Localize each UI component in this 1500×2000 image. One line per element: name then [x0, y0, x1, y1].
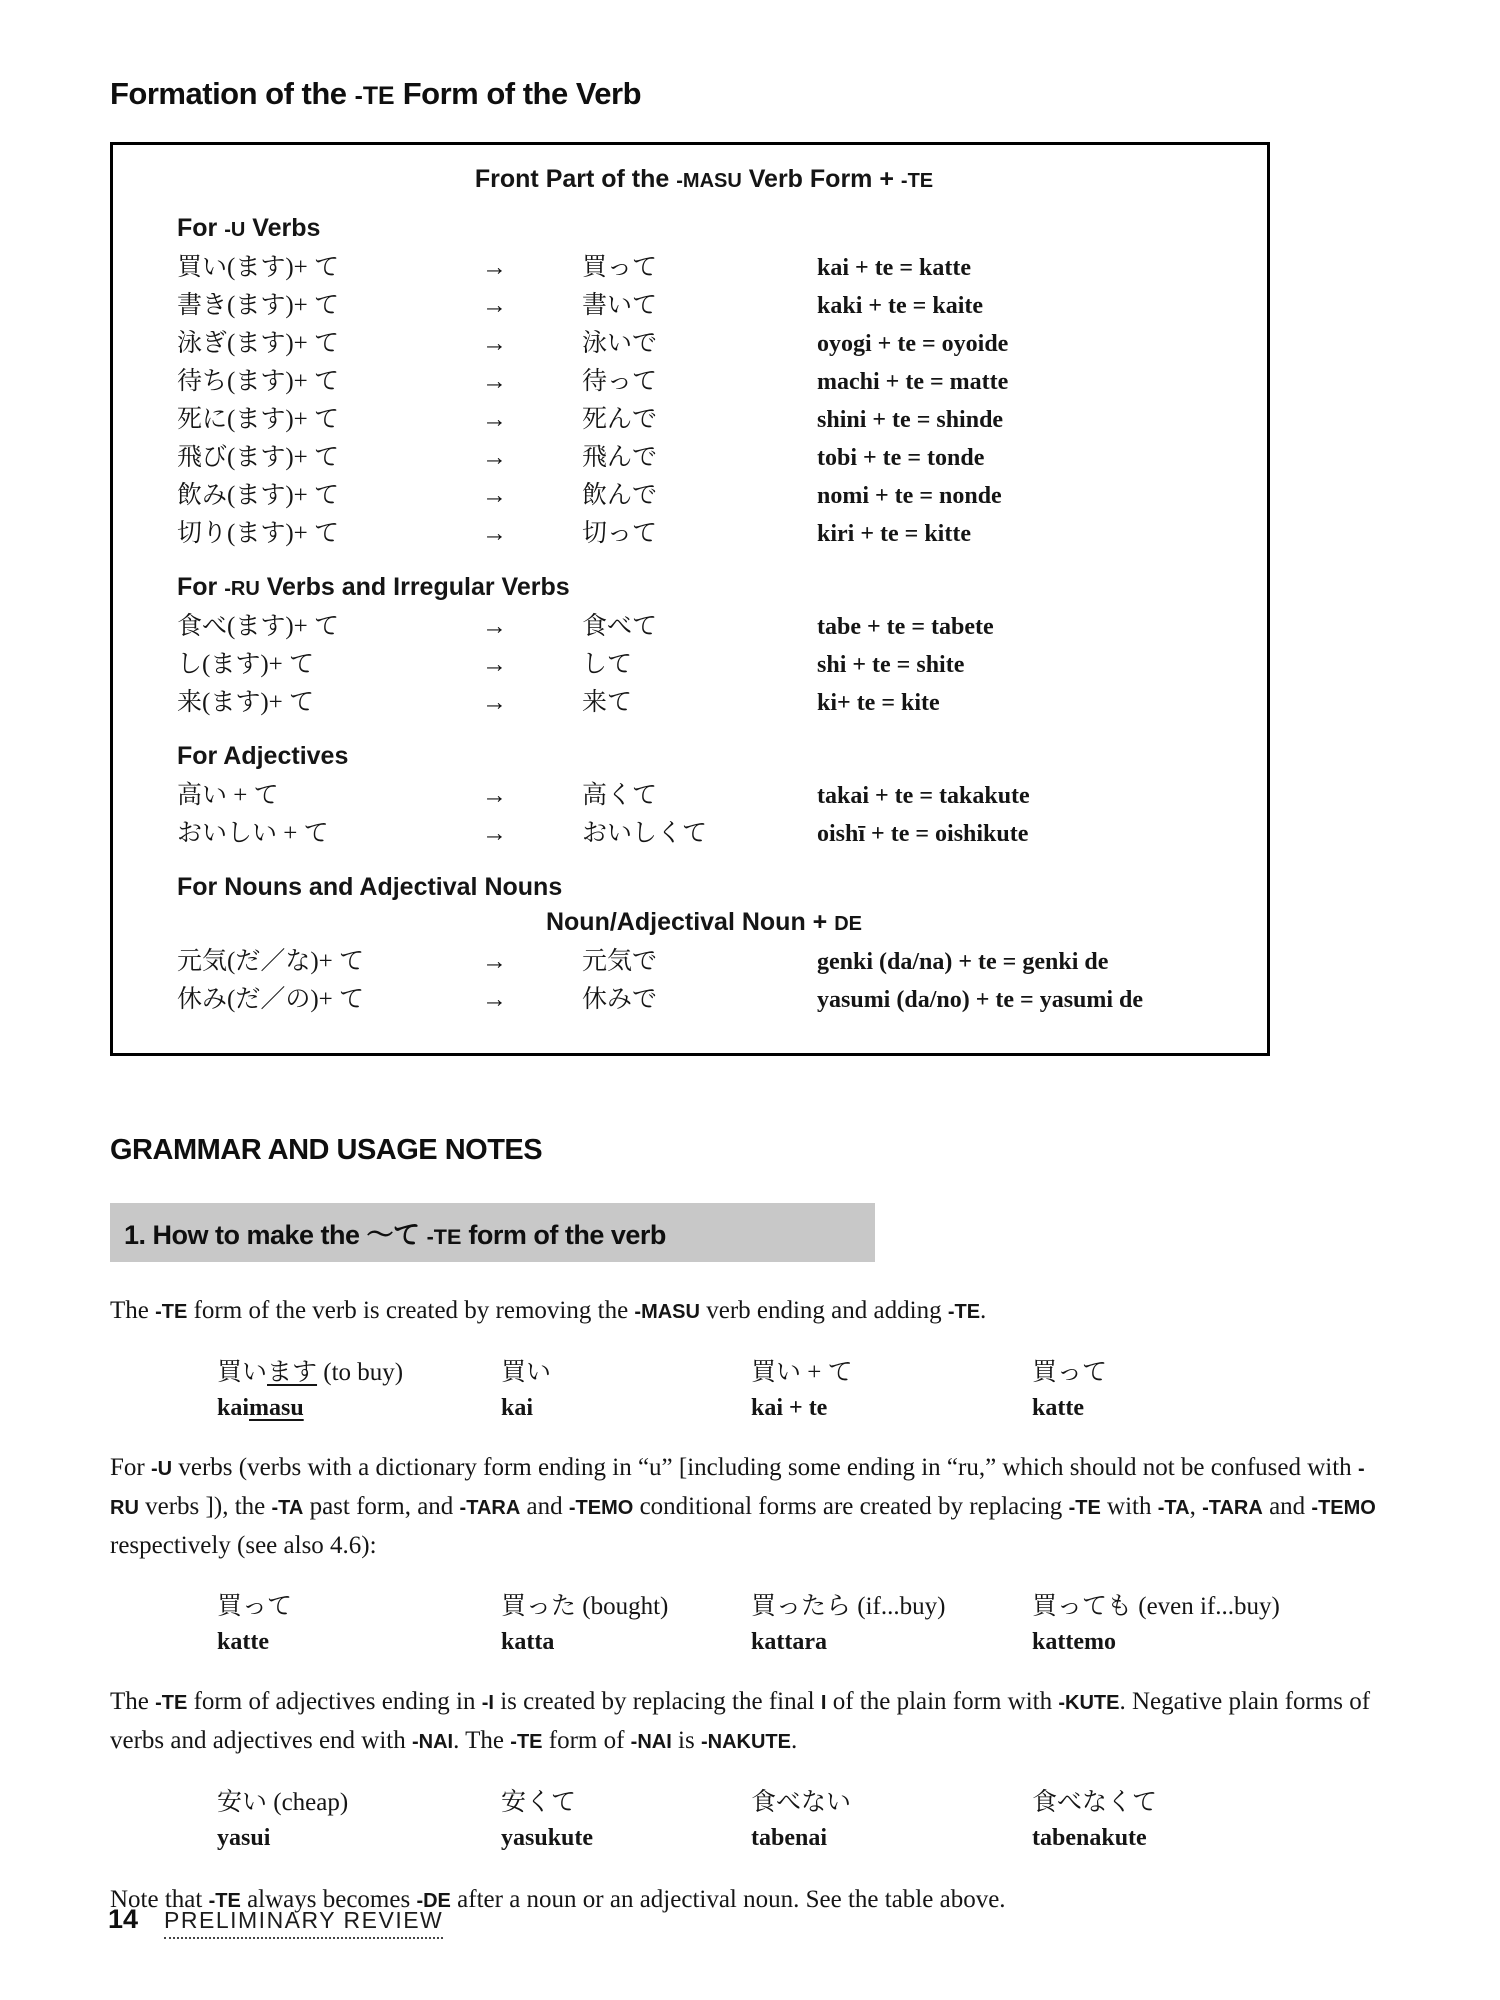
row-result: 高くて — [582, 782, 658, 809]
paragraph-te-form: The -TE form of the verb is created by removing the -MASU verb ending and adding -TE. — [110, 1297, 987, 1324]
example-japanese: 買った (bought) — [501, 1593, 669, 1620]
arrow-icon: → — [482, 520, 507, 547]
example-romaji: katta — [501, 1629, 555, 1655]
formation-table-body — [177, 214, 1231, 1019]
row-source: 泳ぎ(ます)+ て — [177, 330, 339, 357]
row-romaji: oishī + te = oishikute — [817, 821, 1029, 847]
example-romaji: tabenakute — [1032, 1825, 1147, 1851]
table-row — [177, 249, 1231, 287]
table-row — [177, 815, 1231, 853]
paragraph-u-verbs: For -U verbs (verbs with a dictionary form ending in “u” [including some ending in “ru,” which should not be confused with -RU verbs ]), the -TA past form, and -TARA and -TEMO conditional forms are created by replacing -TE with -TA, -TARA and -TEMO respectively (see also 4.6): — [110, 1454, 1376, 1559]
row-romaji: shi + te = shite — [817, 652, 965, 678]
arrow-icon: → — [482, 986, 507, 1013]
example-romaji: kattemo — [1032, 1629, 1116, 1655]
row-result: 食べて — [582, 613, 658, 640]
paragraph-note-de: Note that -TE always becomes -DE after a noun or an adjectival noun. See the table above. — [110, 1886, 1006, 1913]
table-row — [177, 943, 1231, 981]
arrow-icon: → — [482, 330, 507, 357]
arrow-icon: → — [482, 368, 507, 395]
arrow-icon: → — [482, 292, 507, 319]
formation-table-title: Front Part of the -MASU Verb Form + -TE — [474, 165, 934, 193]
table-row — [177, 325, 1231, 363]
row-source: おいしい + て — [177, 820, 329, 847]
grammar-notes-heading: GRAMMAR AND USAGE NOTES — [110, 1134, 543, 1166]
arrow-icon: → — [482, 254, 507, 281]
footer-section-title: PRELIMINARY REVIEW — [164, 1907, 443, 1939]
row-result: 死んで — [582, 406, 658, 433]
arrow-icon: → — [482, 613, 507, 640]
example-row-kaimasu — [217, 1355, 1390, 1425]
example-romaji: kattara — [751, 1629, 827, 1655]
row-romaji: machi + te = matte — [817, 369, 1009, 395]
example-column — [751, 1589, 1032, 1659]
row-result: 元気で — [582, 948, 658, 975]
row-source: 待ち(ます)+ て — [177, 368, 339, 395]
example-column — [751, 1785, 1032, 1855]
row-romaji: takai + te = takakute — [817, 783, 1030, 809]
row-romaji: oyogi + te = oyoide — [817, 331, 1009, 357]
table-row — [177, 684, 1231, 722]
example-row-yasui — [217, 1785, 1390, 1855]
note1-heading-bar: 1. How to make the ～て -TE form of the verb — [110, 1203, 875, 1262]
example-romaji: katte — [217, 1629, 269, 1655]
arrow-icon: → — [482, 651, 507, 678]
example-japanese: 買い — [501, 1359, 552, 1386]
table-section-label: For -U Verbs — [177, 214, 321, 242]
arrow-icon: → — [482, 948, 507, 975]
row-source: 食べ(ます)+ て — [177, 613, 339, 640]
example-japanese: 安い (cheap) — [217, 1789, 349, 1816]
row-source: 書き(ます)+ て — [177, 292, 339, 319]
example-japanese: 買ったら (if...buy) — [751, 1593, 946, 1620]
example-romaji: katte — [1032, 1395, 1084, 1421]
example-japanese: 安くて — [501, 1789, 577, 1816]
row-romaji: kaki + te = kaite — [817, 293, 984, 319]
page-number: 14 — [108, 1904, 139, 1934]
example-japanese: 買って — [1032, 1359, 1108, 1386]
table-row — [177, 401, 1231, 439]
example-japanese: 食べない — [751, 1789, 852, 1816]
row-romaji: kai + te = katte — [817, 255, 971, 281]
table-row — [177, 515, 1231, 553]
row-romaji: shini + te = shinde — [817, 407, 1004, 433]
example-japanese: 買い + て — [751, 1359, 853, 1386]
row-result: 買って — [582, 254, 658, 281]
row-result: 飛んで — [582, 444, 658, 471]
example-column — [1032, 1355, 1390, 1425]
example-romaji: tabenai — [751, 1825, 828, 1851]
example-column — [501, 1355, 751, 1425]
row-romaji: nomi + te = nonde — [817, 483, 1002, 509]
row-romaji: yasumi (da/no) + te = yasumi de — [817, 987, 1144, 1013]
table-section-label: For -RU Verbs and Irregular Verbs — [177, 573, 570, 601]
paragraph-adjectives: The -TE form of adjectives ending in -I is created by replacing the final I of the plain form with -KUTE. Negative plain forms of verbs and adjectives end with -NAI. The -TE form of -NAI is -NAKUTE. — [110, 1688, 1371, 1754]
row-result: 休みで — [582, 986, 658, 1013]
table-row — [177, 363, 1231, 401]
example-romaji: yasukute — [501, 1825, 594, 1851]
row-romaji: tobi + te = tonde — [817, 445, 985, 471]
table-row — [177, 646, 1231, 684]
table-row — [177, 439, 1231, 477]
row-result: おいしくて — [582, 820, 708, 847]
row-romaji: genki (da/na) + te = genki de — [817, 949, 1109, 975]
example-row-katte — [217, 1589, 1390, 1659]
formation-table — [110, 142, 1270, 1056]
table-row — [177, 981, 1231, 1019]
arrow-icon: → — [482, 482, 507, 509]
example-column — [751, 1355, 1032, 1425]
table-row — [177, 477, 1231, 515]
example-column — [501, 1589, 751, 1659]
row-source: 死に(ます)+ て — [177, 406, 339, 433]
example-column — [1032, 1785, 1390, 1855]
row-result: 切って — [582, 520, 658, 547]
example-column — [1032, 1589, 1390, 1659]
example-column — [217, 1355, 501, 1425]
row-result: 待って — [582, 368, 658, 395]
example-romaji: kai + te — [751, 1395, 828, 1421]
row-result: して — [582, 651, 633, 678]
row-result: 泳いで — [582, 330, 658, 357]
example-column — [501, 1785, 751, 1855]
arrow-icon: → — [482, 444, 507, 471]
row-source: 飲み(ます)+ て — [177, 482, 339, 509]
row-romaji: ki+ te = kite — [817, 690, 940, 716]
row-source: 切り(ます)+ て — [177, 520, 339, 547]
example-japanese: 買っても (even if...buy) — [1032, 1593, 1280, 1620]
example-romaji: kaimasu — [217, 1395, 304, 1421]
example-romaji: kai — [501, 1395, 534, 1421]
example-column — [217, 1785, 501, 1855]
example-japanese: 買って — [217, 1593, 293, 1620]
row-source: 飛び(ます)+ て — [177, 444, 339, 471]
row-source: 高い + て — [177, 782, 279, 809]
page-footer — [108, 1904, 443, 1939]
table-row — [177, 287, 1231, 325]
page-title: Formation of the -TE Form of the Verb — [110, 76, 642, 111]
example-romaji: yasui — [217, 1825, 271, 1851]
row-source: 来(ます)+ て — [177, 689, 314, 716]
row-source: 休み(だ／の)+ て — [177, 986, 365, 1013]
row-source: し(ます)+ て — [177, 651, 314, 678]
row-result: 飲んで — [582, 482, 658, 509]
table-section-label: For Adjectives — [177, 742, 349, 770]
example-japanese: 食べなくて — [1032, 1789, 1158, 1816]
row-romaji: kiri + te = kitte — [817, 521, 971, 547]
row-result: 書いて — [582, 292, 658, 319]
row-source: 元気(だ／な)+ て — [177, 948, 365, 975]
arrow-icon: → — [482, 406, 507, 433]
arrow-icon: → — [482, 820, 507, 847]
arrow-icon: → — [482, 782, 507, 809]
table-section-label: For Nouns and Adjectival Nouns — [177, 873, 563, 901]
row-result: 来て — [582, 689, 633, 716]
example-column — [217, 1589, 501, 1659]
row-romaji: tabe + te = tabete — [817, 614, 994, 640]
arrow-icon: → — [482, 689, 507, 716]
table-row — [177, 608, 1231, 646]
row-source: 買い(ます)+ て — [177, 254, 339, 281]
table-section-subheader: Noun/Adjectival Noun + DE — [545, 908, 863, 936]
table-row — [177, 777, 1231, 815]
example-japanese: 買います (to buy) — [217, 1359, 404, 1386]
